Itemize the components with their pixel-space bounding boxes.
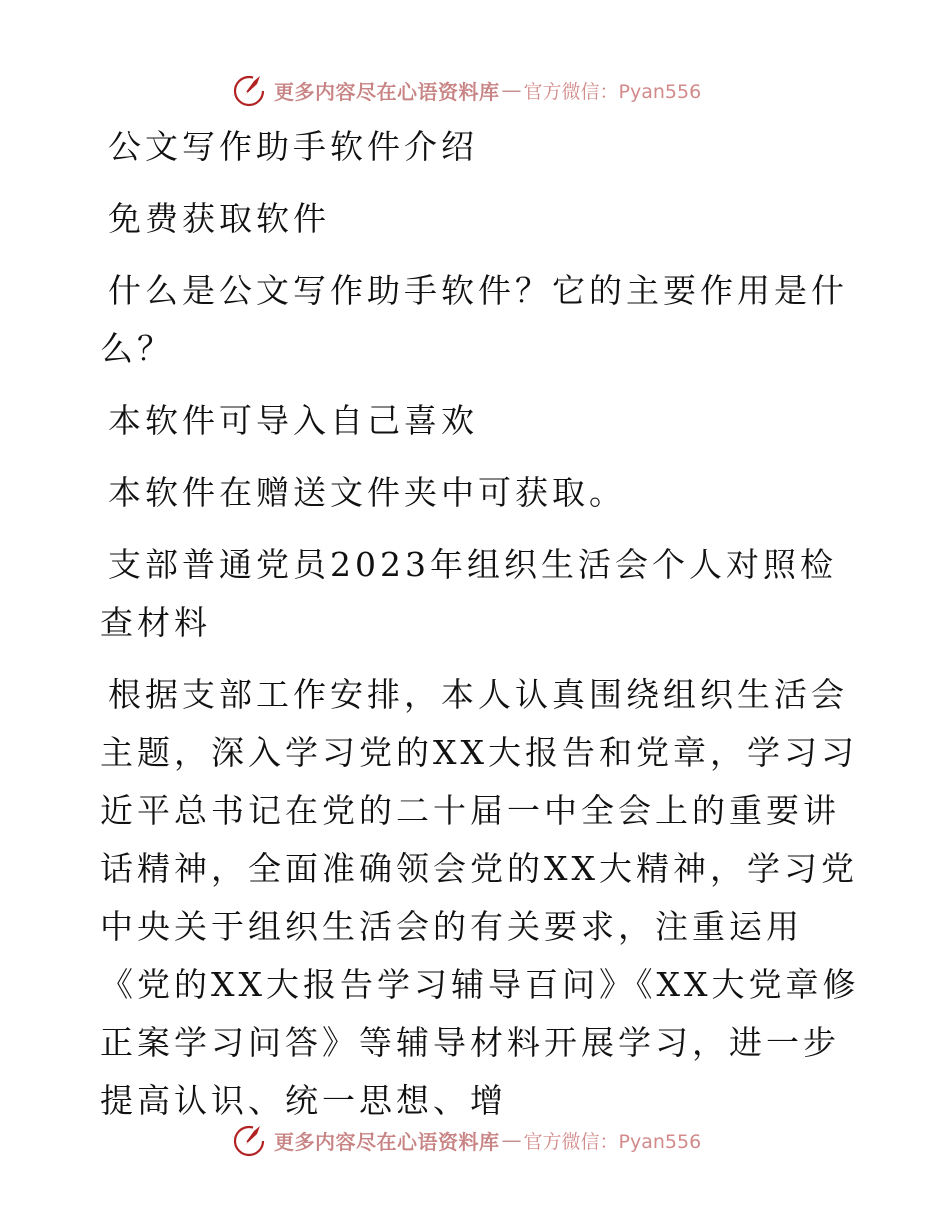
- watermark-separator: —: [501, 78, 522, 102]
- footer-watermark-banner: [232, 1122, 701, 1158]
- doc-paragraph-free-download: 免费获取软件: [108, 199, 330, 238]
- doc-paragraph-main-body: 根据支部工作安排，本人认真围绕组织生活会主题，深入学习党的XX大报告和党章，学习习近平总书记在党的二十届一中全会上的重要讲话精神，全面准确领会党的XX大精神，学习党中央关于组织生活会的有关要求，注重运用《党的XX大报告学习辅导百问》《XX大党章修正案学习问答》等辅导材料开展学习，进一步提高认识、统一思想、增: [100, 675, 860, 1120]
- watermark-wechat-text: 官方微信：Pyan556: [523, 1130, 702, 1153]
- watermark-wechat-text: 官方微信：Pyan556: [523, 80, 702, 103]
- doc-paragraph-title-software-intro: 公文写作助手软件介绍: [108, 127, 478, 166]
- header-watermark-banner: [232, 72, 701, 108]
- doc-paragraph-what-is-software: 什么是公文写作助手软件？它的主要作用是什么？: [100, 271, 848, 368]
- doc-paragraph-gift-folder: 本软件在赠送文件夹中可获取。: [108, 473, 626, 512]
- doc-paragraph-report-title: 支部普通党员2023年组织生活会个人对照检查材料: [100, 545, 837, 642]
- watermark-promo-text: 更多内容尽在心语资料库: [274, 1129, 500, 1154]
- doc-paragraph-import-preference: 本软件可导入自己喜欢: [108, 401, 478, 440]
- document-body: [100, 118, 870, 1130]
- watermark-separator: —: [501, 1128, 522, 1152]
- quill-pen-logo-icon: [232, 1122, 268, 1158]
- watermark-promo-text: 更多内容尽在心语资料库: [274, 79, 500, 104]
- quill-pen-logo-icon: [232, 72, 268, 108]
